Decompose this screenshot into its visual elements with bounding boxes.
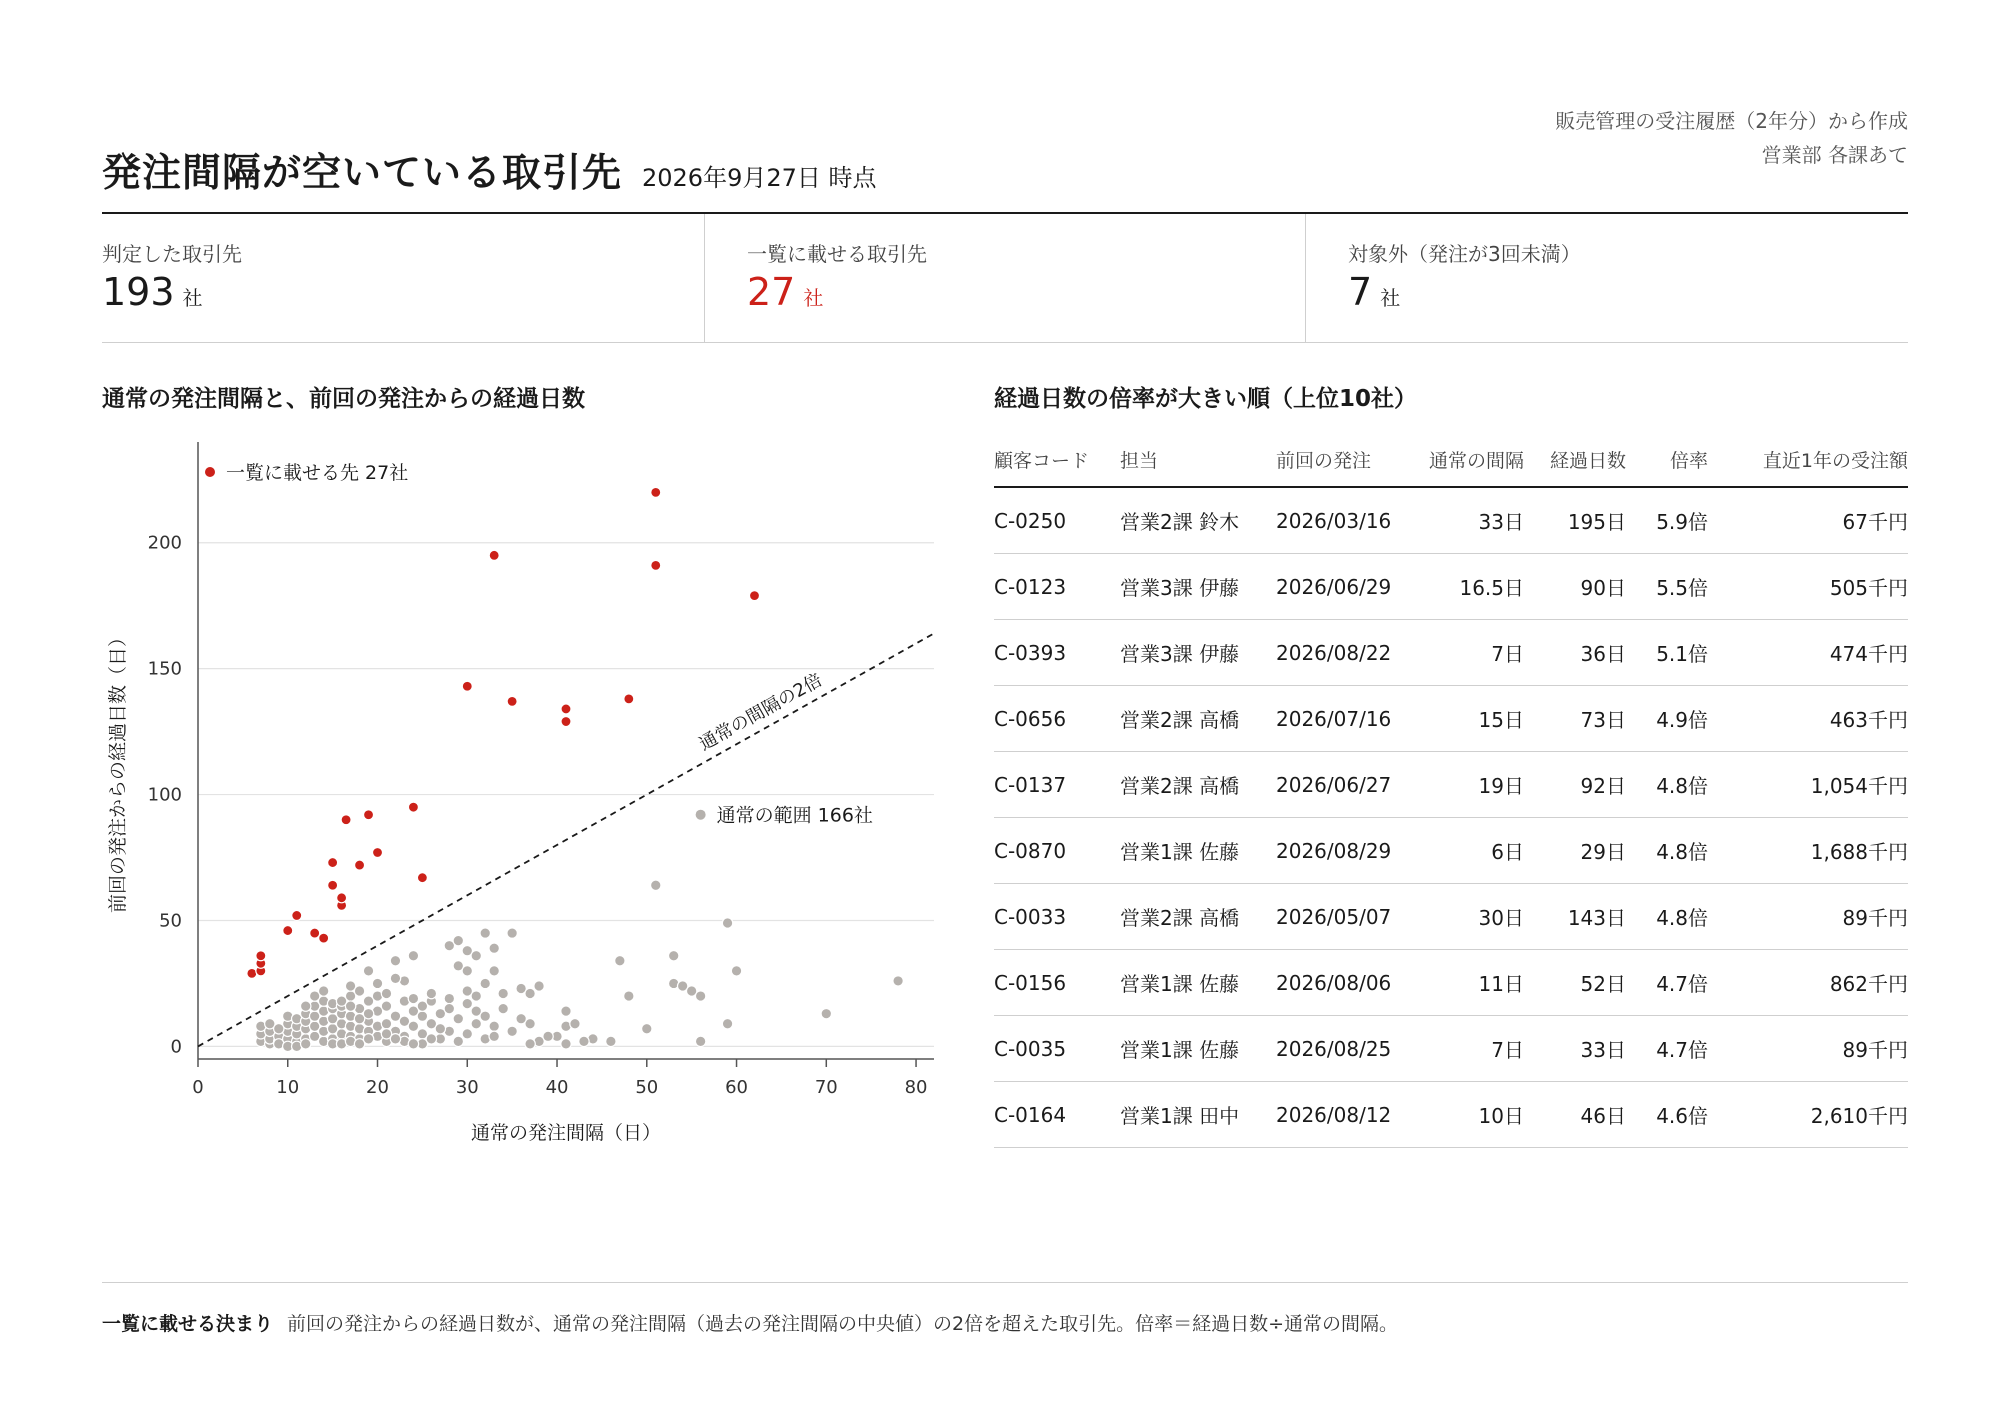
table-row: [994, 884, 1908, 950]
table-cell: 5.5倍: [1626, 554, 1708, 620]
normal-point: [893, 976, 903, 986]
kpi-row: [102, 214, 1908, 343]
normal-point: [480, 928, 490, 938]
legend-marker-listed: [205, 467, 215, 477]
normal-point: [498, 988, 508, 998]
normal-point: [525, 988, 535, 998]
table-row: [994, 487, 1908, 554]
normal-point: [408, 951, 418, 961]
reference-line: [198, 633, 934, 1046]
normal-point: [821, 1008, 831, 1018]
listed-point: [462, 681, 472, 691]
normal-point: [435, 1024, 445, 1034]
table-cell: 営業3課 伊藤: [1120, 620, 1276, 686]
report-header: [102, 100, 1908, 214]
footer-note: [102, 1282, 1908, 1336]
normal-point: [471, 991, 481, 1001]
table-cell: 30日: [1406, 884, 1524, 950]
normal-point: [606, 1036, 616, 1046]
table-header-row: [994, 432, 1908, 487]
table-cell: 2026/06/29: [1276, 554, 1406, 620]
legend-normal: 通常の範囲 166社: [716, 804, 873, 827]
kpi-listed: [704, 214, 1306, 342]
table-cell: 5.1倍: [1626, 620, 1708, 686]
normal-point: [354, 986, 364, 996]
listed-point: [341, 815, 351, 825]
normal-point: [722, 1019, 732, 1029]
table-row: [994, 554, 1908, 620]
table-cell: 2026/08/06: [1276, 950, 1406, 1016]
x-tick-label: 60: [725, 1077, 748, 1098]
table-row: [994, 1082, 1908, 1148]
kpi-value: [1348, 270, 1400, 314]
normal-point: [695, 991, 705, 1001]
normal-point: [462, 966, 472, 976]
table-row: [994, 818, 1908, 884]
table-cell: 4.7倍: [1626, 1016, 1708, 1082]
table-cell: 16.5日: [1406, 554, 1524, 620]
normal-point: [615, 956, 625, 966]
table-cell: 2026/08/22: [1276, 620, 1406, 686]
source-line: 販売管理の受注履歴（2年分）から作成: [1555, 109, 1908, 133]
table-row: [994, 1016, 1908, 1082]
table-title: 経過日数の倍率が大きい順（上位10社）: [994, 386, 1418, 412]
table-cell: 19日: [1406, 752, 1524, 818]
table-cell: 営業1課 佐藤: [1120, 818, 1276, 884]
table-cell: 7日: [1406, 1016, 1524, 1082]
table-cell: C-0156: [994, 950, 1120, 1016]
table-cell: 11日: [1406, 950, 1524, 1016]
x-axis-title: 通常の発注間隔（日）: [470, 1122, 662, 1144]
table-cell: 2,610千円: [1708, 1082, 1908, 1148]
normal-point: [642, 1024, 652, 1034]
normal-point: [669, 951, 679, 961]
col-header: 通常の間隔: [1406, 432, 1524, 487]
legend-listed: 一覧に載せる先 27社: [226, 462, 409, 484]
kpi-unit: 社: [1380, 286, 1401, 310]
normal-point: [453, 1036, 463, 1046]
page-title: 発注間隔が空いている取引先: [102, 151, 623, 196]
table-cell: 33日: [1524, 1016, 1626, 1082]
normal-point: [453, 935, 463, 945]
normal-point: [543, 1031, 553, 1041]
table-cell: C-0033: [994, 884, 1120, 950]
legend-marker-normal: [696, 810, 706, 820]
normal-point: [525, 1039, 535, 1049]
table-cell: 2026/08/29: [1276, 818, 1406, 884]
table-cell: C-0250: [994, 487, 1120, 554]
normal-point: [363, 1008, 373, 1018]
table-cell: C-0656: [994, 686, 1120, 752]
listed-point: [373, 847, 383, 857]
table-cell: 6日: [1406, 818, 1524, 884]
y-tick-label: 100: [147, 784, 182, 806]
x-tick-label: 70: [814, 1077, 838, 1098]
kpi-label: 対象外（発注が3回未満）: [1348, 242, 1581, 266]
table-cell: 89千円: [1708, 884, 1908, 950]
table-body: [994, 487, 1908, 1148]
table-cell: 営業1課 佐藤: [1120, 1016, 1276, 1082]
listed-point: [651, 487, 661, 497]
normal-point: [417, 1011, 427, 1021]
kpi-value: [102, 270, 203, 314]
kpi-number: 27: [747, 270, 796, 314]
y-tick-label: 200: [147, 532, 182, 554]
x-tick-label: 20: [366, 1077, 389, 1098]
table-cell: 67千円: [1708, 487, 1908, 554]
col-header: 直近1年の受注額: [1708, 432, 1908, 487]
kpi-judged: [102, 214, 704, 342]
listed-point: [749, 591, 759, 601]
table-cell: 10日: [1406, 1082, 1524, 1148]
normal-point: [381, 1001, 391, 1011]
report-page: [102, 0, 1908, 1414]
table-cell: 90日: [1524, 554, 1626, 620]
table-cell: 46日: [1524, 1082, 1626, 1148]
normal-point: [301, 1001, 311, 1011]
table-row: [994, 950, 1908, 1016]
listed-point: [561, 704, 571, 714]
table-cell: 営業2課 高橋: [1120, 686, 1276, 752]
chart-title: 通常の発注間隔と、前回の発注からの経過日数: [102, 386, 585, 412]
normal-point: [426, 988, 436, 998]
normal-point: [372, 978, 382, 988]
listed-point: [256, 951, 266, 961]
listed-point: [507, 696, 517, 706]
table-cell: C-0123: [994, 554, 1120, 620]
scatter-chart: [102, 420, 962, 1160]
table-cell: 36日: [1524, 620, 1626, 686]
table-cell: 営業1課 佐藤: [1120, 950, 1276, 1016]
table-cell: C-0164: [994, 1082, 1120, 1148]
table-cell: 463千円: [1708, 686, 1908, 752]
x-tick-label: 30: [455, 1077, 479, 1098]
x-tick-label: 40: [545, 1077, 569, 1098]
normal-point: [453, 1014, 463, 1024]
listed-point: [624, 694, 634, 704]
normal-point: [651, 880, 661, 890]
table-cell: 営業3課 伊藤: [1120, 554, 1276, 620]
kpi-number: 193: [102, 270, 175, 314]
col-header: 倍率: [1626, 432, 1708, 487]
table-cell: 4.9倍: [1626, 686, 1708, 752]
normal-point: [489, 1031, 499, 1041]
normal-point: [471, 1019, 481, 1029]
normal-point: [507, 1026, 517, 1036]
table-cell: 営業2課 鈴木: [1120, 487, 1276, 554]
table-cell: 5.9倍: [1626, 487, 1708, 554]
table-cell: 862千円: [1708, 950, 1908, 1016]
table-cell: 4.8倍: [1626, 884, 1708, 950]
table-cell: 2026/08/25: [1276, 1016, 1406, 1082]
table-cell: C-0870: [994, 818, 1120, 884]
col-header: 担当: [1120, 432, 1276, 487]
kpi-unit: 社: [803, 286, 824, 310]
table-cell: 474千円: [1708, 620, 1908, 686]
audience-line: 営業部 各課あて: [1761, 143, 1908, 167]
table-cell: 92日: [1524, 752, 1626, 818]
normal-point: [731, 966, 741, 976]
table-row: [994, 752, 1908, 818]
normal-point: [507, 928, 517, 938]
normal-point: [498, 1003, 508, 1013]
table-cell: 営業2課 高橋: [1120, 752, 1276, 818]
normal-point: [381, 988, 391, 998]
reference-line-label: 通常の間隔の2倍: [695, 669, 826, 756]
listed-point: [355, 860, 365, 870]
normal-point: [390, 956, 400, 966]
normal-point: [390, 1034, 400, 1044]
table-cell: 4.7倍: [1626, 950, 1708, 1016]
table-cell: 52日: [1524, 950, 1626, 1016]
table-cell: 33日: [1406, 487, 1524, 554]
col-header: 顧客コード: [994, 432, 1120, 487]
x-tick-label: 80: [904, 1077, 928, 1098]
listed-point: [651, 560, 661, 570]
listed-point: [417, 873, 427, 883]
normal-point: [489, 1021, 499, 1031]
table-cell: 143日: [1524, 884, 1626, 950]
table-cell: 4.6倍: [1626, 1082, 1708, 1148]
normal-point: [695, 1036, 705, 1046]
normal-point: [444, 993, 454, 1003]
table-cell: 2026/03/16: [1276, 487, 1406, 554]
table-cell: 4.8倍: [1626, 752, 1708, 818]
normal-point: [408, 1021, 418, 1031]
listed-point: [489, 550, 499, 560]
table-cell: C-0393: [994, 620, 1120, 686]
x-tick-label: 10: [276, 1077, 300, 1098]
table-row: [994, 620, 1908, 686]
listed-point: [292, 910, 302, 920]
table-cell: 1,688千円: [1708, 818, 1908, 884]
table-cell: C-0035: [994, 1016, 1120, 1082]
normal-point: [408, 993, 418, 1003]
listed-point: [337, 893, 347, 903]
table-cell: 15日: [1406, 686, 1524, 752]
normal-point: [489, 966, 499, 976]
listed-point: [408, 802, 418, 812]
normal-point: [363, 966, 373, 976]
table-cell: 営業2課 高橋: [1120, 884, 1276, 950]
table-cell: 4.8倍: [1626, 818, 1708, 884]
kpi-excluded: [1305, 214, 1909, 342]
normal-point: [534, 981, 544, 991]
normal-point: [363, 1034, 373, 1044]
normal-point: [579, 1036, 589, 1046]
normal-point: [381, 1019, 391, 1029]
rule-text: 前回の発注からの経過日数が、通常の発注間隔（過去の発注間隔の中央値）の2倍を超えた取引先。倍率＝経過日数÷通常の間隔。: [287, 1313, 1399, 1335]
table-cell: 営業1課 田中: [1120, 1082, 1276, 1148]
y-tick-label: 0: [170, 1036, 182, 1058]
y-axis-title: 前回の発注からの経過日数（日）: [107, 627, 129, 914]
normal-point: [471, 951, 481, 961]
normal-point: [274, 1024, 284, 1034]
normal-point: [318, 986, 328, 996]
listed-point: [319, 933, 329, 943]
normal-point: [624, 991, 634, 1001]
normal-point: [345, 1001, 355, 1011]
listed-point: [283, 926, 293, 936]
normal-point: [561, 1039, 571, 1049]
kpi-label: 判定した取引先: [102, 242, 242, 266]
normal-point: [561, 1006, 571, 1016]
table-row: [994, 686, 1908, 752]
table-cell: 89千円: [1708, 1016, 1908, 1082]
x-tick-label: 50: [635, 1077, 659, 1098]
kpi-unit: 社: [182, 286, 203, 310]
col-header: 経過日数: [1524, 432, 1626, 487]
y-tick-label: 50: [159, 910, 182, 932]
table-cell: 73日: [1524, 686, 1626, 752]
table-cell: 2026/07/16: [1276, 686, 1406, 752]
table-cell: 505千円: [1708, 554, 1908, 620]
normal-point: [301, 1039, 311, 1049]
col-header: 前回の発注: [1276, 432, 1406, 487]
top10-table: [994, 432, 1908, 1148]
normal-point: [480, 978, 490, 988]
table-cell: 29日: [1524, 818, 1626, 884]
rule-label: 一覧に載せる決まり: [102, 1313, 274, 1335]
table-cell: 1,054千円: [1708, 752, 1908, 818]
listed-point: [561, 717, 571, 727]
normal-point: [489, 943, 499, 953]
table-cell: 2026/08/12: [1276, 1082, 1406, 1148]
table-cell: 195日: [1524, 487, 1626, 554]
kpi-number: 7: [1348, 270, 1373, 314]
listed-point: [328, 880, 338, 890]
listed-point: [310, 928, 320, 938]
normal-point: [462, 998, 472, 1008]
listed-point: [364, 810, 374, 820]
kpi-label: 一覧に載せる取引先: [747, 242, 927, 266]
listed-point: [328, 858, 338, 868]
normal-point: [444, 1003, 454, 1013]
normal-point: [480, 1011, 490, 1021]
x-tick-label: 0: [192, 1077, 204, 1098]
kpi-value: [747, 270, 823, 314]
table-cell: 7日: [1406, 620, 1524, 686]
normal-point: [570, 1019, 580, 1029]
table-cell: 2026/05/07: [1276, 884, 1406, 950]
normal-point: [426, 1034, 436, 1044]
table-cell: C-0137: [994, 752, 1120, 818]
y-tick-label: 150: [147, 658, 182, 680]
normal-point: [722, 918, 732, 928]
source-note: [1555, 104, 1908, 172]
table-cell: 2026/06/27: [1276, 752, 1406, 818]
as-of-date: 2026年9月27日 時点: [642, 164, 877, 192]
normal-point: [390, 973, 400, 983]
normal-point: [516, 1014, 526, 1024]
normal-point: [462, 1029, 472, 1039]
normal-point: [408, 1039, 418, 1049]
